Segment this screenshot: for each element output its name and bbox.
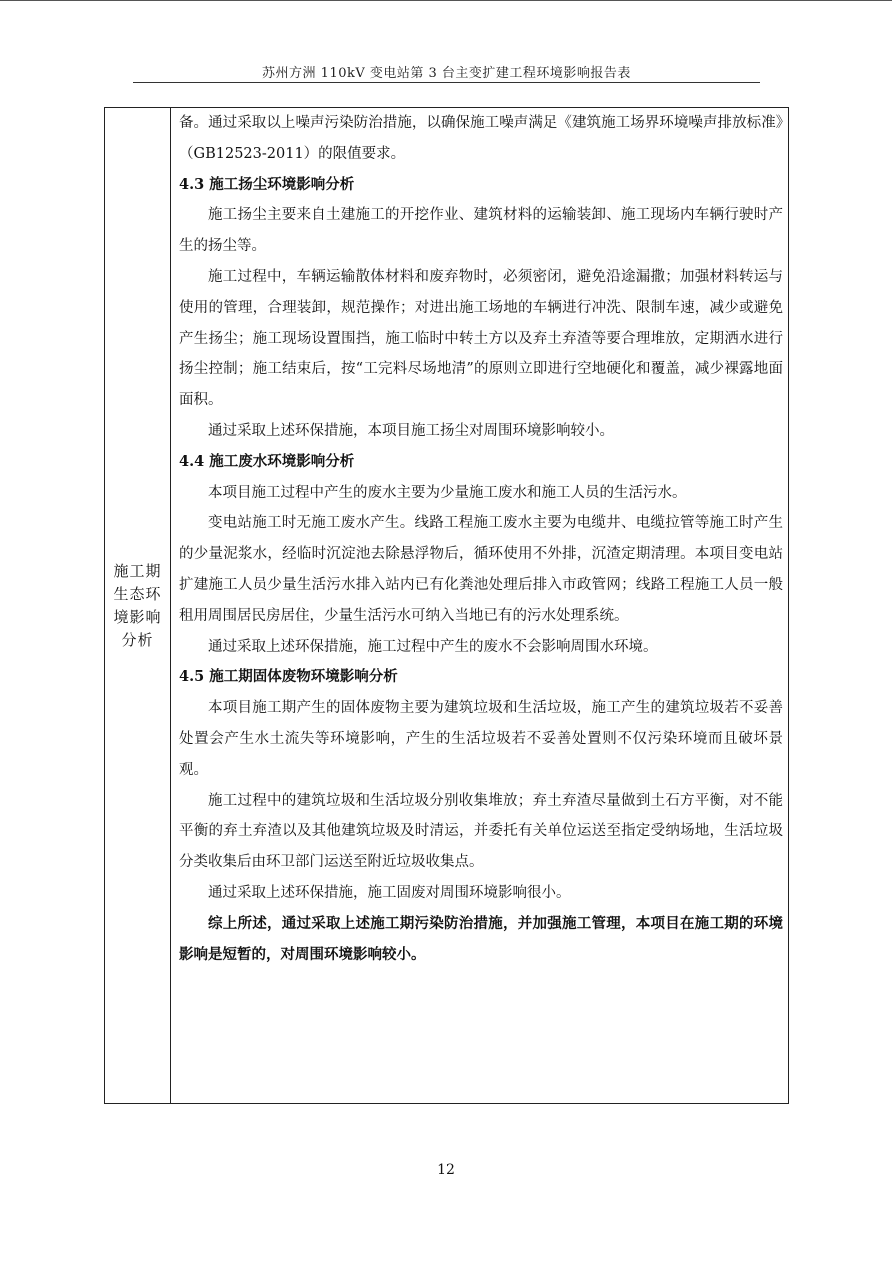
section-heading: 4.3 施工扬尘环境影响分析 xyxy=(179,175,355,193)
document-header-title: 苏州方洲 110kV 变电站第 3 台主变扩建工程环境影响报告表 xyxy=(262,66,631,81)
page-top-border xyxy=(0,0,892,1)
page-number: 12 xyxy=(437,1162,455,1178)
conclusion-paragraph: 综上所述，通过采取上述施工期污染防治措施，并加强施工管理，本项目在施工期的环境影响是短暂的，对周围环境影响较小。 xyxy=(179,914,783,963)
body-paragraph: 通过采取上述环保措施，施工过程中产生的废水不会影响周围水环境。 xyxy=(208,638,658,655)
body-paragraph: 本项目施工期产生的固体废物主要为建筑垃圾和生活垃圾，施工产生的建筑垃圾若不妥善处置会产生水土流失等环境影响，产生的生活垃圾若不妥善处置则不仅污染环境而且破坏景观。 xyxy=(179,700,783,778)
body-paragraph: 施工过程中，车辆运输散体材料和废弃物时，必须密闭，避免沿途漏撒；加强材料转运与使用的管理，合理装卸，规范操作；对进出施工场地的车辆进行冲洗、限制车速，减少或避免产生扬尘；施工现场设置围挡，施工临时中转土方以及弃土弃渣等要合理堆放，定期洒水进行扬尘控制；施工结束后，按“工完料尽场地清”的原则立即进行空地硬化和覆盖，减少裸露地面面积。 xyxy=(179,268,783,409)
section-heading: 4.5 施工期固体废物环境影响分析 xyxy=(179,668,398,686)
body-paragraph: 变电站施工时无施工废水产生。线路工程施工废水主要为电缆井、电缆拉管等施工时产生的少量泥浆水，经临时沉淀池去除悬浮物后，循环使用不外排，沉渣定期清理。本项目变电站扩建施工人员少量生活污水排入站内已有化粪池处理后排入市政管网；线路工程施工人员一般租用周围居民房居住，少量生活污水可纳入当地已有的污水处理系统。 xyxy=(179,515,783,624)
body-paragraph: 通过采取上述环保措施，本项目施工扬尘对周围环境影响较小。 xyxy=(208,422,614,439)
content-cell xyxy=(179,108,783,970)
row-label: 施工期生态环境影响分析 xyxy=(113,561,162,649)
section-heading: 4.4 施工废水环境影响分析 xyxy=(179,452,355,470)
header-rule xyxy=(133,82,760,83)
body-paragraph: 备。通过采取以上噪声污染防治措施，以确保施工噪声满足《建筑施工场界环境噪声排放标准》（GB12523-2011）的限值要求。 xyxy=(179,115,783,162)
report-table xyxy=(104,107,789,1104)
body-paragraph: 本项目施工过程中产生的废水主要为少量施工废水和施工人员的生活污水。 xyxy=(208,484,687,501)
body-paragraph: 施工扬尘主要来自土建施工的开挖作业、建筑材料的运输装卸、施工现场内车辆行驶时产生的扬尘等。 xyxy=(179,207,783,255)
row-label-cell xyxy=(105,108,171,1103)
body-paragraph: 施工过程中的建筑垃圾和生活垃圾分别收集堆放；弃土弃渣尽量做到土石方平衡，对不能平衡的弃土弃渣以及其他建筑垃圾及时清运，并委托有关单位运送至指定受纳场地，生活垃圾分类收集后由环卫部门运送至附近垃圾收集点。 xyxy=(179,792,783,871)
body-paragraph: 通过采取上述环保措施，施工固废对周围环境影响很小。 xyxy=(208,884,571,901)
